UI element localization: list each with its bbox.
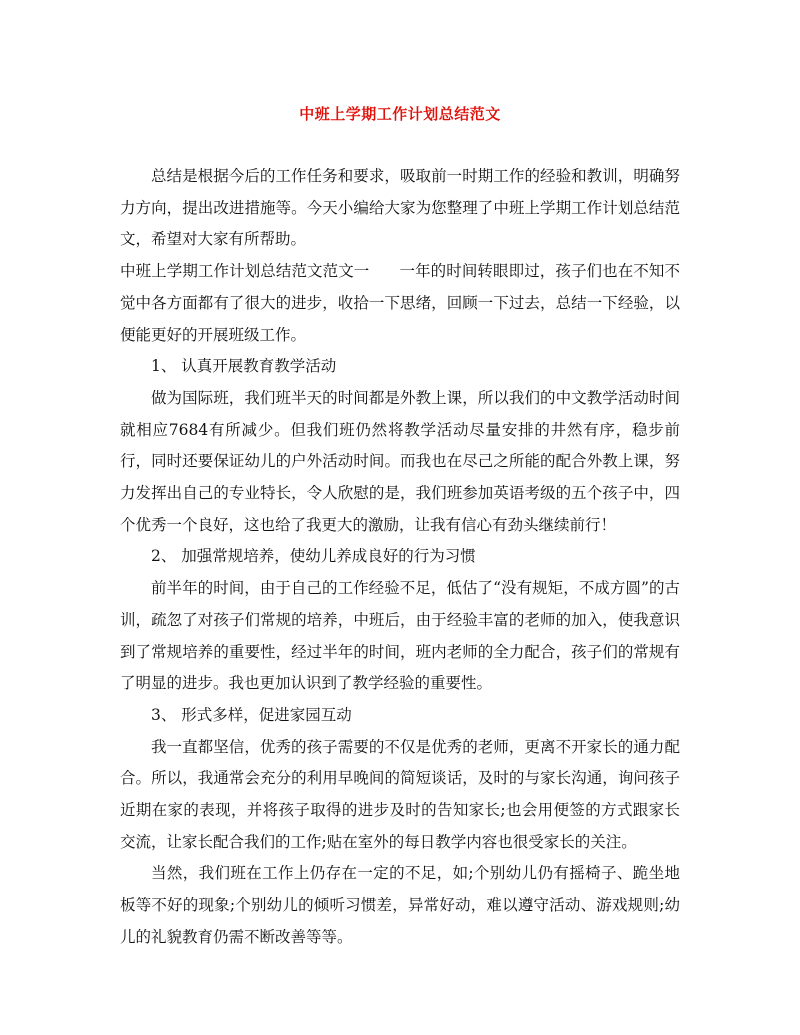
document-title: 中班上学期工作计划总结范文 xyxy=(299,105,501,123)
article-opening-paragraph xyxy=(120,256,680,351)
section-paragraph: 前半年的时间，由于自己的工作经验不足，低估了“没有规矩，不成方圆”的古训，疏忽了对孩子们常规的培养，中班后，由于经验丰富的老师的加入，使我意识到了常规培养的重要性，经过半年的时间，班内老师的全力配合，孩子们的常规有了明显的进步。我也更加认识到了教学经验的重要性。 xyxy=(120,579,680,693)
section-heading: 1、 认真开展教育教学活动 xyxy=(151,357,337,376)
section-paragraph: 做为国际班，我们班半天的时间都是外教上课，所以我们的中文教学活动时间就相应7684有所减少。但我们班仍然将教学活动尽量安排的井然有序，稳步前行，同时还要保证幼儿的户外活动时间。而我也在尽己之所能的配合外教上课，努力发挥出自己的专业特长，令人欣慰的是，我们班参加英语考级的五个孩子中，四个优秀一个良好，这也给了我更大的激励，让我有信心有劲头继续前行！ xyxy=(120,388,680,534)
section-paragraph: 我一直都坚信，优秀的孩子需要的不仅是优秀的老师，更离不开家长的通力配合。所以，我通常会充分的利用早晚间的简短谈话，及时的与家长沟通，询问孩子近期在家的表现，并将孩子取得的进步及时的告知家长;也会用便签的方式跟家长交流，让家长配合我们的工作;贴在室外的每日教学内容也很受家长的关注。 xyxy=(120,737,680,851)
closing-paragraph: 当然，我们班在工作上仍存在一定的不足，如;个别幼儿仍有摇椅子、跪坐地板等不好的现象;个别幼儿的倾听习惯差，异常好动，难以遵守活动、游戏规则;幼儿的礼貌教育仍需不断改善等等。 xyxy=(120,864,680,946)
article-opening-text: 一年的时间转眼即过，孩子们也在不知不觉中各方面都有了很大的进步，收拾一下思绪，回顾一下过去，总结一下经验，以便能更好的开展班级工作。 xyxy=(120,262,680,344)
intro-paragraph: 总结是根据今后的工作任务和要求，吸取前一时期工作的经验和教训，明确努力方向，提出改进措施等。今天小编给大家为您整理了中班上学期工作计划总结范文，希望对大家有所帮助。 xyxy=(120,167,680,249)
article-label: 中班上学期工作计划总结范文范文一 xyxy=(120,262,370,281)
section-heading: 2、 加强常规培养，使幼儿养成良好的行为习惯 xyxy=(151,547,476,566)
document-body xyxy=(120,161,680,954)
section-heading: 3、 形式多样，促进家园互动 xyxy=(151,705,352,724)
